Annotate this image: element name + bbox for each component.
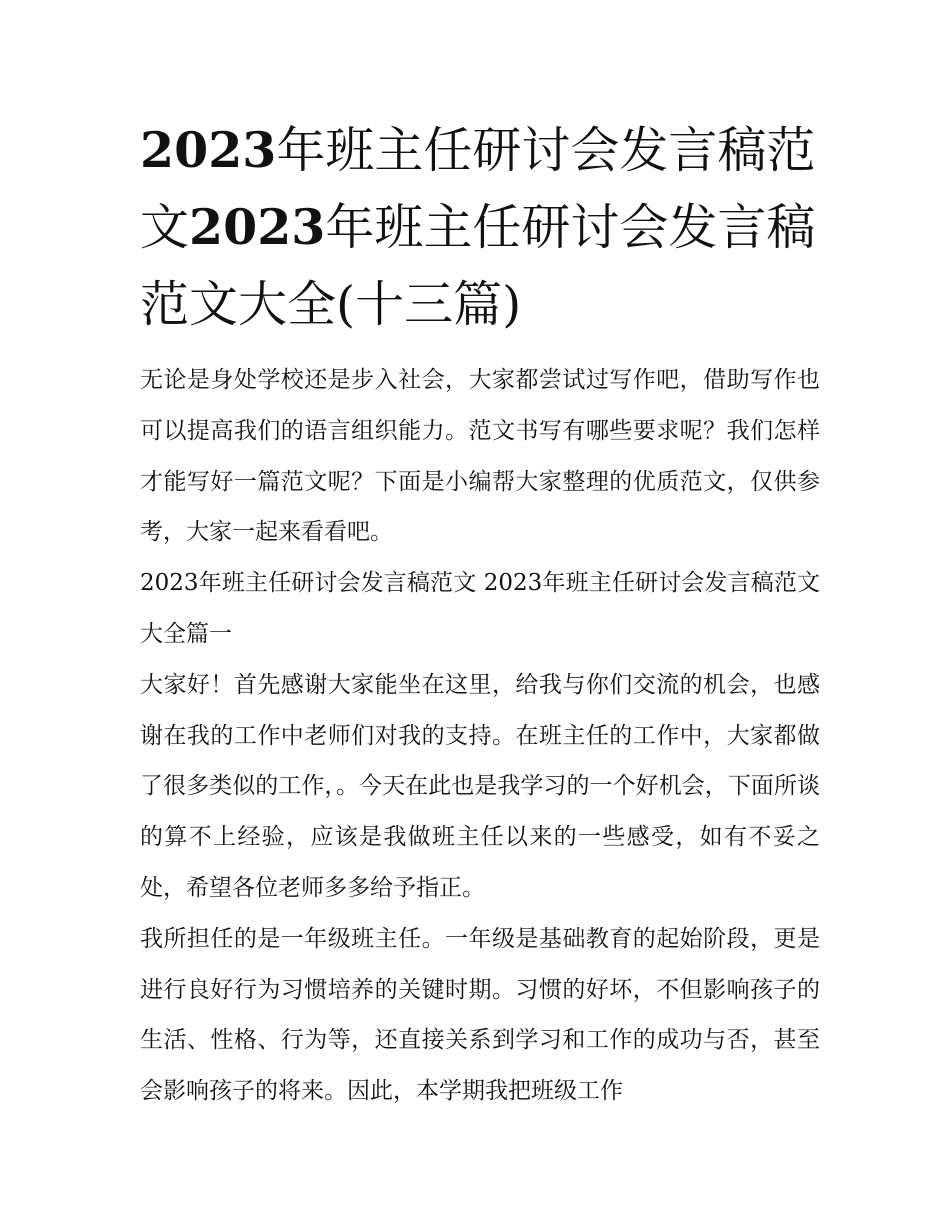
document-page xyxy=(140,112,820,1117)
title-text-2: 年班主任研讨会发言稿范文大全(十三篇) xyxy=(140,199,816,333)
title-year-2: 2023 xyxy=(189,198,326,256)
document-body xyxy=(140,355,820,1117)
title-text-1: 年班主任研讨会发言稿范文 xyxy=(140,122,816,256)
intro-paragraph: 无论是身处学校还是步入社会，大家都尝试过写作吧，借助写作也可以提高我们的语言组织能力。范文书写有哪些要求呢？我们怎样才能写好一篇范文呢？下面是小编帮大家整理的优质范文，仅供参考，大家一起来看看吧。 xyxy=(140,367,820,546)
body-paragraph: 我所担任的是一年级班主任。一年级是基础教育的起始阶段，更是进行良好行为习惯培养的关键时期。习惯的好坏，不但影响孩子的生活、性格、行为等，还直接关系到学习和工作的成功与否，甚至会影响孩子的将来。因此，本学期我把班级工作 xyxy=(140,925,820,1105)
section-heading: 2023年班主任研讨会发言稿范文 2023年班主任研讨会发言稿范文大全篇一 xyxy=(140,570,820,647)
title-year-1: 2023 xyxy=(140,121,277,179)
body-paragraph: 大家好！首先感谢大家能坐在这里，给我与你们交流的机会，也感谢在我的工作中老师们对我的支持。在班主任的工作中，大家都做了很多类似的工作，。今天在此也是我学习的一个好机会，下面所谈的算不上经验，应该是我做班主任以来的一些感受，如有不妥之处，希望各位老师多多给予指正。 xyxy=(140,671,820,901)
document-title xyxy=(140,112,820,343)
